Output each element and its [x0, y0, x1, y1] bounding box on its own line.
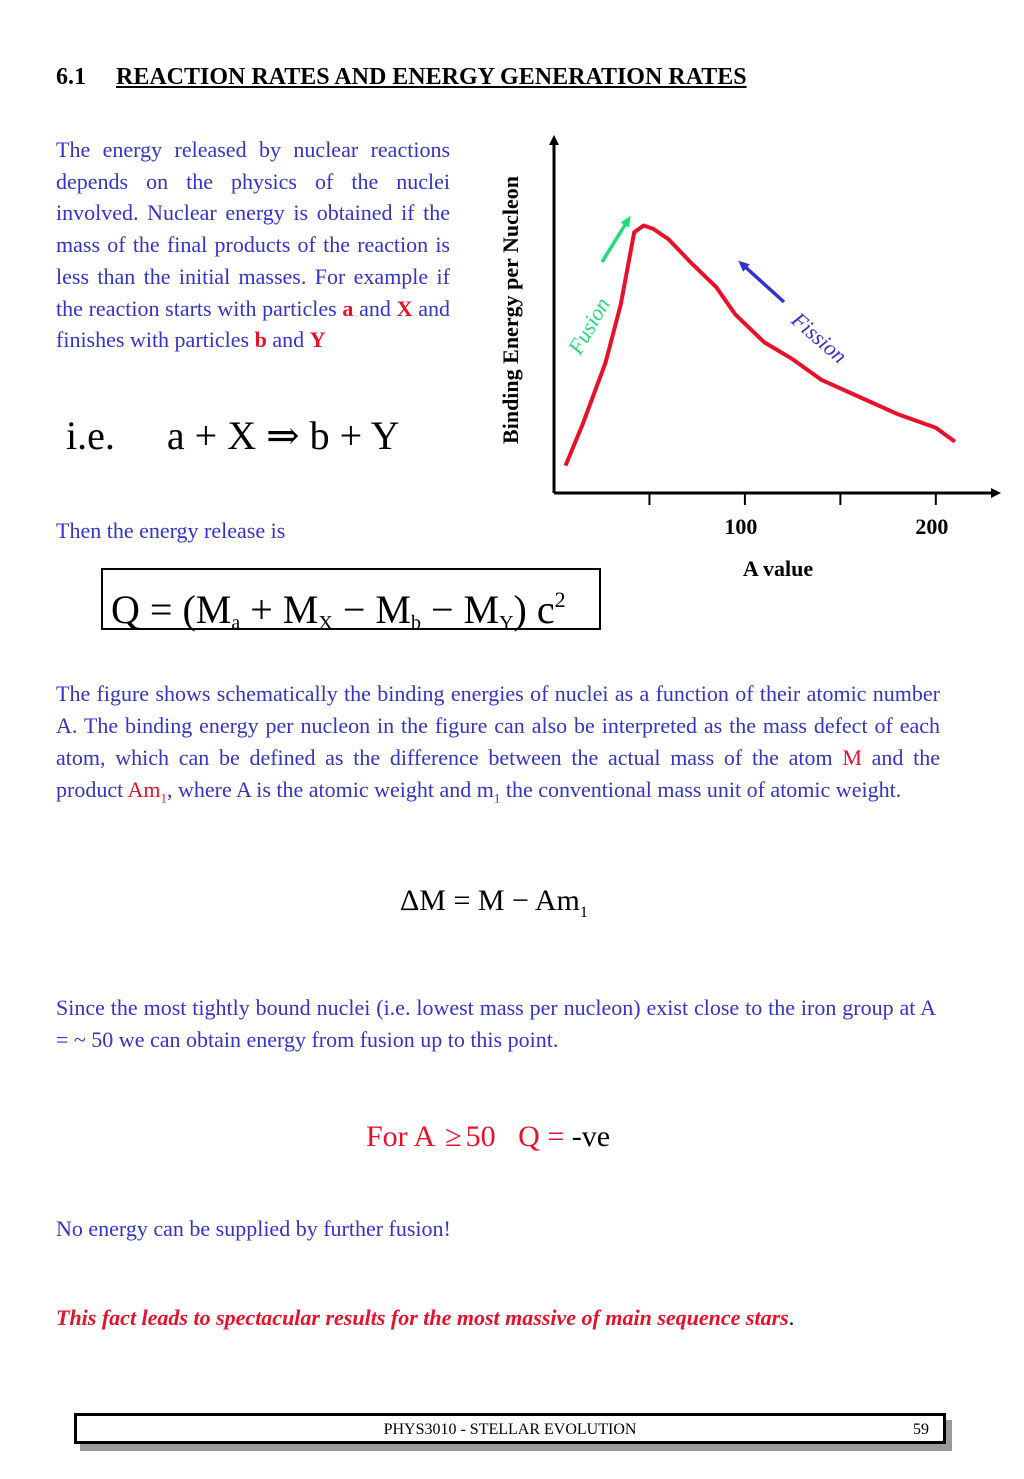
q-lhs: Q = (M — [111, 587, 232, 632]
section-number: 6.1 — [56, 64, 86, 90]
page-footer — [74, 1413, 946, 1444]
intro-and-1: and — [353, 295, 397, 321]
fission-label: Fission — [786, 306, 853, 369]
x-tick-label-200: 200 — [915, 514, 949, 539]
q-minus-m1: − M — [332, 587, 411, 632]
mass-defect-equation — [400, 884, 588, 922]
particle-y: Y — [309, 327, 326, 353]
q-sub-y: Y — [499, 612, 514, 634]
ie-prefix: i.e. — [66, 413, 115, 458]
iron-group-paragraph: Since the most tightly bound nuclei (i.e. lowest mass per nucleon) exist close to the iron group at A = ~ 50 we can obtain energy from fusion up to this point. — [56, 995, 936, 1052]
para2-text-3: , where A is the atomic weight and m — [167, 777, 494, 802]
q-sub-x: X — [318, 612, 333, 634]
reaction-equation — [66, 412, 400, 459]
q-sup-2: 2 — [554, 587, 566, 612]
q-plus-m: + M — [240, 587, 319, 632]
section-heading — [56, 64, 747, 91]
page-number: 59 — [913, 1421, 929, 1438]
intro-text-2: and finishes with particles — [56, 295, 451, 353]
cond-for-a: For A — [366, 1120, 436, 1153]
section-title: REACTION RATES AND ENERGY GENERATION RATES — [116, 64, 747, 90]
particle-a: a — [342, 295, 354, 321]
spectacular-fact — [56, 1305, 794, 1331]
para2-text-4: the conventional mass unit of atomic weight. — [500, 777, 902, 802]
q-close: ) c — [513, 587, 555, 632]
particle-x: X — [396, 295, 413, 321]
fusion-arrow — [602, 220, 628, 262]
fact-period: . — [788, 1305, 795, 1330]
reaction-formula: a + X ⇒ b + Y — [166, 413, 400, 458]
intro-and-2: and — [266, 327, 310, 353]
footer-course: PHYS3010 - STELLAR EVOLUTION — [383, 1421, 637, 1438]
q-sub-a: a — [231, 612, 241, 634]
am-text: Am — [127, 777, 161, 802]
no-energy-text: No energy can be supplied by further fusion! — [56, 1216, 451, 1241]
particle-b: b — [254, 327, 267, 353]
binding-energy-paragraph — [56, 678, 940, 814]
mass-m: M — [842, 745, 862, 770]
dm-sub: 1 — [579, 904, 588, 921]
binding-energy-curve — [566, 226, 955, 466]
fusion-condition — [366, 1120, 610, 1154]
am-sub: 1 — [160, 790, 167, 806]
intro-paragraph — [56, 134, 450, 356]
dm-main: ΔM = M − Am — [400, 884, 580, 917]
x-tick-label-100: 100 — [724, 514, 758, 539]
then-text: Then the energy release is — [56, 518, 286, 543]
fission-arrow — [742, 264, 784, 302]
binding-energy-chart — [490, 130, 1010, 590]
intro-text-1: The energy released by nuclear reactions depends on the physics of the nuclei involved. Nuclear energy is obtained if the mass of the final products of the reaction is less than the initial masses. For example if the reaction starts with particles — [56, 137, 450, 321]
x-axis-label: A value — [742, 556, 814, 581]
cond-result: -ve — [564, 1120, 611, 1153]
fusion-label: Fusion — [562, 293, 615, 359]
q-minus-m2: − M — [420, 587, 500, 632]
cond-ge: ≥ — [445, 1120, 462, 1153]
y-axis-label: Binding Energy per Nucleon — [498, 176, 523, 444]
fact-text: This fact leads to spectacular results for the most massive of main sequence stars — [56, 1305, 789, 1330]
q-sub-b: b — [410, 612, 421, 634]
m-sub: 1 — [493, 790, 501, 806]
product-am — [127, 777, 168, 806]
cond-value: 50 Q = — [465, 1120, 565, 1153]
para2-text-1: The figure shows schematically the binding energies of nuclei as a function of their atomic number A. The binding energy per nucleon in the figure can also be interpreted as the mass defect of each atom, which can be defined as the difference between the actual mass of the atom — [56, 681, 940, 770]
para2-text-2: and the product — [56, 745, 940, 802]
